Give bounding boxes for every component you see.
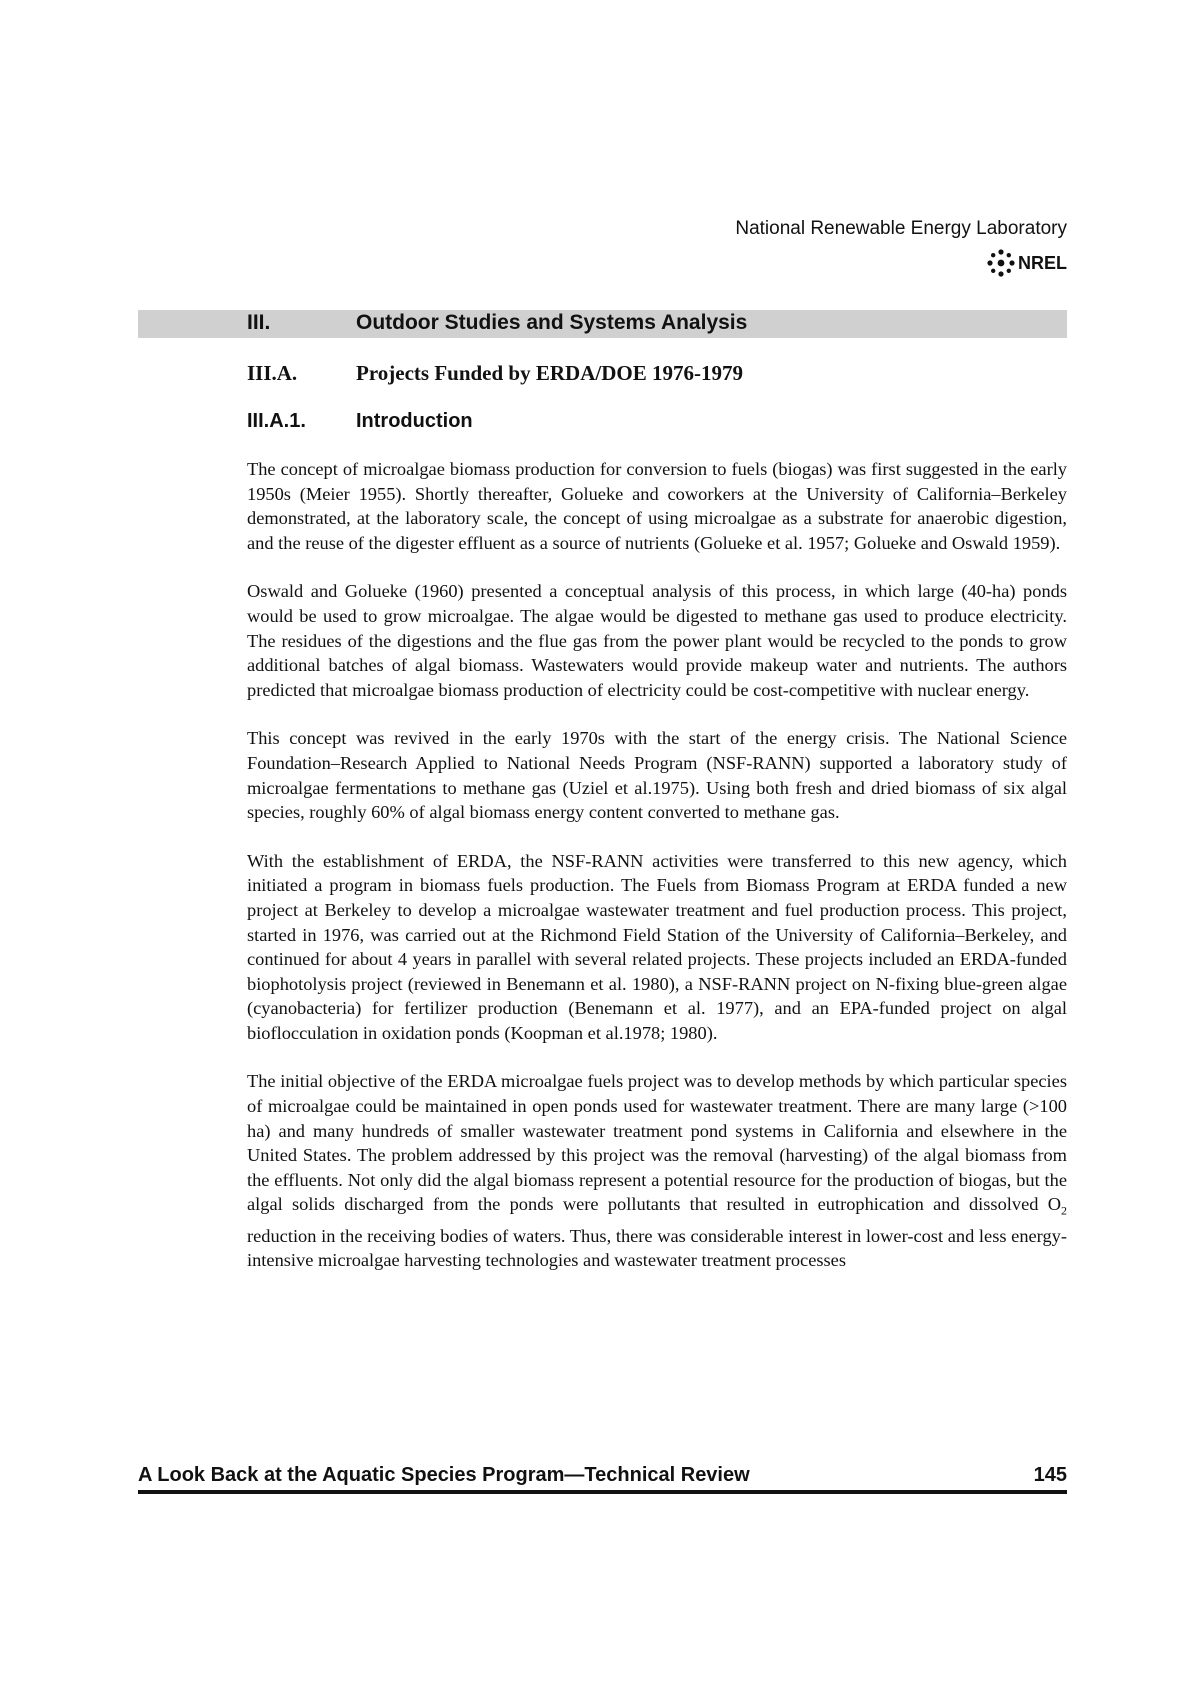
logo-text: NREL (1018, 252, 1067, 273)
subsection-heading (247, 361, 743, 386)
header-organization: National Renewable Energy Laboratory (735, 218, 1067, 239)
paragraph: The concept of microalgae biomass production for conversion to fuels (biogas) was first suggested in the early 1950s (Meier 1955). Shortly thereafter, Golueke and coworkers at the University of California–Berkeley demonstrated, at the laboratory scale, the concept of using microalgae as a substrate for anaerobic digestion, and the reuse of the digester effluent as a source of nutrients (Golueke et al. 1957; Golueke and Oswald 1959). (247, 459, 1067, 553)
paragraph: This concept was revived in the early 1970s with the start of the energy crisis. The National Science Foundation–Research Applied to National Needs Program (NSF-RANN) supported a laboratory study of microalgae fermentations to methane gas (Uziel et al.1975). Using both fresh and dried biomass of six algal species, roughly 60% of algal biomass energy content converted to methane gas. (247, 728, 1067, 823)
nrel-logo (986, 248, 1067, 278)
section-title: Outdoor Studies and Systems Analysis (356, 311, 748, 334)
subsubsection-number: III.A.1. (247, 410, 306, 432)
paragraph: With the establishment of ERDA, the NSF-RANN activities were transferred to this new agency, which initiated a program in biomass fuels production. The Fuels from Biomass Program at ERDA funded a new project at Berkeley to develop a microalgae wastewater treatment and fuel production process. This project, started in 1976, was carried out at the Richmond Field Station of the University of California–Berkeley, and continued for about 4 years in parallel with several related projects. These projects included an ERDA-funded biophotolysis project (reviewed in Benemann et al. 1980), a NSF-RANN project on N-fixing blue-green algae (cyanobacteria) for fertilizer production (Benemann et al. 1977), and an EPA-funded project on algal bioflocculation in oxidation ponds (Koopman et al.1978; 1980). (247, 850, 1067, 1043)
paragraph-text: reduction in the receiving bodies of waters. Thus, there was considerable interest in lower-cost and less energy-intensive microalgae harvesting technologies and wastewater treatment processes (247, 1225, 1067, 1271)
paragraph-text: The initial objective of the ERDA microalgae fuels project was to develop methods by which particular species of microalgae could be maintained in open ponds used for wastewater treatment. There are many large (>100 ha) and many hundreds of smaller wastewater treatment pond systems in California and elsewhere in the United States. The problem addressed by this project was the removal (harvesting) of the algal biomass from the effluents. Not only did the algal biomass represent a potential resource for the production of biogas, but the algal solids discharged from the ponds were pollutants that resulted in eutrophication and dissolved O (247, 1071, 1067, 1215)
footer-rule (138, 1490, 1067, 1494)
section-number: III. (247, 311, 271, 334)
subsection-title: Projects Funded by ERDA/DOE 1976-1979 (356, 361, 743, 385)
subsubsection-title: Introduction (356, 410, 473, 432)
paragraph: Oswald and Golueke (1960) presented a conceptual analysis of this process, in which large (40-ha) ponds would be used to grow microalgae. The algae would be digested to methane gas used to produce electricity. The residues of the digestions and the flue gas from the power plant would be recycled to the ponds to grow additional batches of algal biomass. Wastewaters would provide makeup water and nutrients. The authors predicted that microalgae biomass production of electricity could be cost-competitive with nuclear energy. (247, 581, 1067, 700)
body-text (247, 457, 1067, 1297)
subsubsection-heading (247, 410, 473, 433)
paragraph-last (247, 1069, 1067, 1272)
nrel-sunburst-icon (986, 248, 1016, 278)
subscript: 2 (1061, 1204, 1067, 1219)
page-number: 145 (1033, 1464, 1067, 1486)
footer-title: A Look Back at the Aquatic Species Program—Technical Review (138, 1464, 750, 1486)
subsection-number: III.A. (247, 361, 298, 385)
section-heading (247, 311, 747, 335)
